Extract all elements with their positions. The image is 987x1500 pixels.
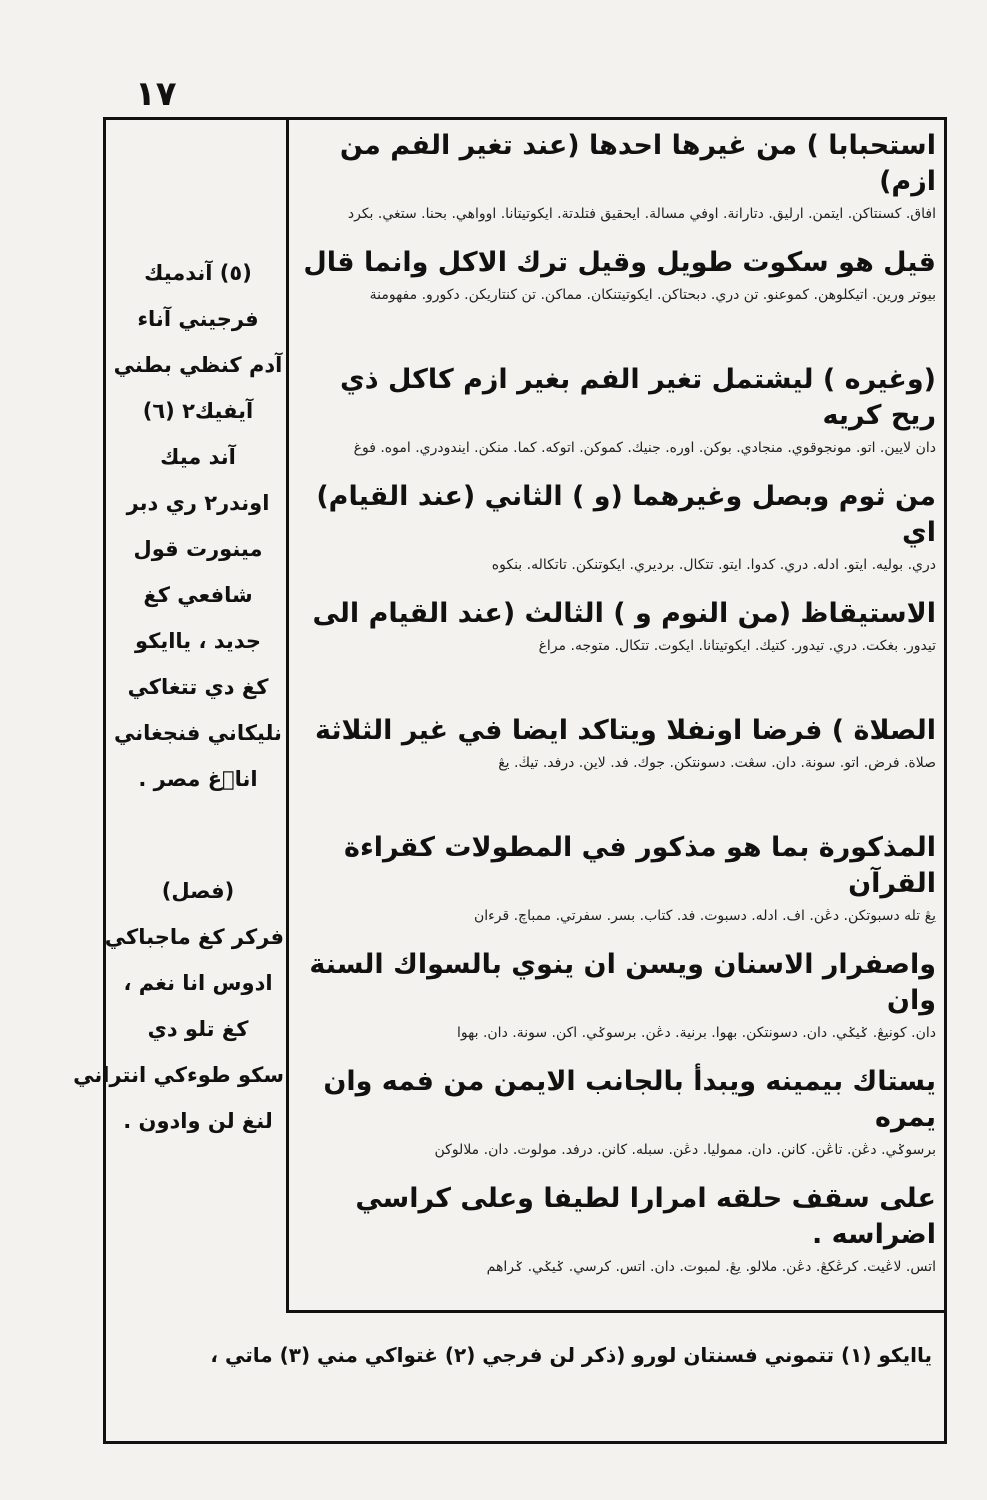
side-line: جديد ، ياايكو [134, 629, 262, 653]
interlinear-gloss: دري. بوليه. ايتو. ادله. دري. كدوا. ايتو. تتكال. برديري. ايكوتنكن. تاتكاله. بنكوه [491, 557, 936, 573]
interlinear-gloss: افاق. كسنتاكن. ايتمن. ارليق. دتارانة. اوفي مسالة. ايحقيق فتلدتة. ايكوتيتانا. اوواهي. بحنا. ستغي. بكرد [347, 206, 936, 222]
interlinear-gloss: برسوݢي. دڠن. تاڠن. كانن. دان. مموليا. دڠن. سبله. كانن. درفد. مولوت. دان. ملالوكن [434, 1142, 936, 1158]
side-line: ادوس انا نغم ، [123, 971, 273, 995]
side-line: اناۤغ مصر . [138, 767, 258, 791]
text-entry [296, 479, 936, 596]
side-line: فرجيني آناء [137, 307, 259, 331]
text-entry [296, 947, 936, 1064]
main-line: المذكورة بما هو مذكور في المطولات كقراءة القرآن [344, 832, 936, 899]
text-entry [296, 1064, 936, 1181]
side-line: (٥) آندميك [144, 261, 252, 285]
main-line: من ثوم وبصل وغيرهما (و ) الثاني (عند القيام) اي [316, 481, 936, 548]
interlinear-gloss: اتس. لاڠيت. كرڠكڠ. دڠن. ملالو. يڠ. لمبوت. دان. اتس. كرسي. ݢيݢي. ݢراهم [486, 1259, 936, 1275]
main-line: (وغيره ) ليشتمل تغير الفم بغير ازم كاكل ذي ريح كريه [340, 364, 936, 431]
side-commentary-column [73, 250, 284, 1144]
side-line: آند ميك [160, 445, 236, 469]
interlinear-gloss: دان. كونيڠ. ݢيݢي. دان. دسونتكن. بهوا. برنية. دڠن. برسوݢي. اكن. سونة. دان. بهوا [457, 1025, 936, 1041]
side-line: آدم كنظي بطني [113, 353, 283, 377]
side-line: نليكاني فنجغاني [114, 721, 282, 745]
side-line: اوندر٢ ري دبر [126, 491, 270, 515]
main-text-column [296, 128, 936, 1304]
side-line: شافعي كغ [143, 583, 253, 607]
interlinear-gloss: دان لايين. اتو. مونجوقوي. منجادي. بوكن. اوره. جنيك. كموكن. اتوكه. كما. منكن. ايندودري. اموه. فوغ [353, 440, 936, 456]
main-line: واصفرار الاسنان ويسن ان ينوي بالسواك السنة وان [309, 949, 936, 1016]
text-entry [296, 1181, 936, 1298]
main-line: الصلاة ) فرضا اونفلا ويتاكد ايضا في غير الثلاثة [315, 715, 936, 746]
section-heading: (فصل) [161, 879, 235, 903]
page-number: ١٧ [135, 74, 177, 114]
interlinear-gloss: يڠ تله دسبوتكن. دڠن. اف. ادله. دسبوت. فد. كتاب. بسر. سفرتي. ممباچ. قرءان [473, 908, 936, 924]
side-line: سكو طوءكي انتراني [73, 1063, 284, 1087]
main-line: قيل هو سكوت طويل وقيل ترك الاكل وانما قال [303, 247, 936, 278]
interlinear-gloss: تيدور. بغكت. دري. تيدور. كتيك. ايكوتيتانا. ايكوت. تتكال. متوجه. مراغ [538, 638, 936, 654]
footnote: ياايكو (١) تتموني فسنتان لورو (ذكر لن فرجي (٢) غتواكي مني (٣) ماتي ، [210, 1343, 932, 1367]
text-entry [296, 596, 936, 713]
text-entry [296, 713, 936, 830]
text-entry [296, 362, 936, 479]
section-gap [112, 802, 284, 868]
interlinear-gloss: بيوتر ورين. اتيكلوهن. كموعنو. تن دري. دبحتاكن. ايكوتيتنكان. مماكن. تن كنتاريكن. دكورو. مفهومنة [369, 287, 936, 303]
side-line: كغ دي تتغاكي [127, 675, 269, 699]
side-line: آيفيك٢ (٦) [142, 399, 254, 423]
main-line: استحبابا ) من غيرها احدها (عند تغير الفم من ازم) [339, 130, 936, 197]
side-line: كغ تلو دي [147, 1017, 249, 1041]
main-line: على سقف حلقه امرارا لطيفا وعلى كراسي اضراسه . [355, 1183, 936, 1250]
text-entry [296, 830, 936, 947]
side-line: لنغ لن وادون . [123, 1109, 273, 1133]
main-line: يستاك بيمينه ويبدأ بالجانب الايمن من فمه وان يمره [323, 1066, 936, 1133]
text-entry [296, 128, 936, 245]
side-line: مينورت قول [133, 537, 263, 561]
text-entry [296, 245, 936, 362]
side-line: فركر كغ ماجباكي [104, 925, 284, 949]
main-line: الاستيقاظ (من النوم و ) الثالث (عند القيام الى [312, 598, 936, 629]
interlinear-gloss: صلاة. فرض. اتو. سونة. دان. سڠت. دسونتكن. جوك. فد. لاين. درفد. تيڬ. يڠ [498, 755, 936, 771]
